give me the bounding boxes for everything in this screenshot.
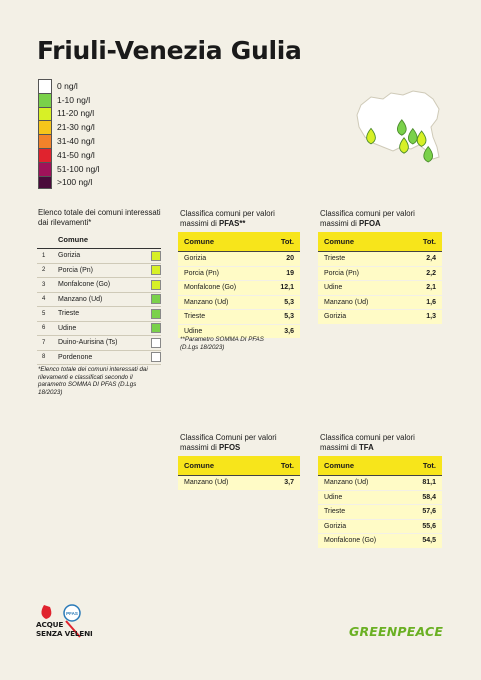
row-number: 7: [37, 336, 58, 351]
towns-table: [37, 231, 161, 365]
region-map: [353, 87, 445, 179]
table-row: [37, 249, 161, 264]
town-value: 2,4: [404, 252, 442, 267]
table-row: [178, 310, 300, 325]
table-row: [178, 295, 300, 310]
town-value: 1,3: [404, 310, 442, 324]
town-value: 58,4: [407, 490, 442, 505]
town-name: Gorizia: [58, 249, 147, 264]
legend-swatch: [38, 176, 52, 190]
table-row: [37, 307, 161, 322]
tfa-col-comune: Comune: [318, 456, 407, 476]
town-value: 55,6: [407, 519, 442, 534]
legend-label: 31-40 ng/l: [57, 136, 95, 147]
town-name: Manzano (Ud): [318, 476, 407, 491]
table-row: [318, 310, 442, 324]
row-number: 6: [37, 321, 58, 336]
pfoa-title: Classifica comuni per valori massimi di PFOA: [320, 209, 415, 228]
row-number: 1: [37, 249, 58, 264]
town-name: Manzano (Ud): [178, 295, 265, 310]
legend-item: [38, 79, 100, 93]
color-legend: [38, 79, 100, 189]
town-swatch: [151, 294, 161, 304]
town-name: Gorizia: [178, 252, 265, 267]
town-value: 5,3: [265, 295, 300, 310]
legend-label: 51-100 ng/l: [57, 163, 100, 174]
town-name: Udine: [318, 281, 404, 296]
town-swatch: [151, 265, 161, 275]
greenpeace-logo: GREENPEACE: [349, 624, 444, 639]
legend-item: [38, 120, 100, 134]
table-row: [37, 263, 161, 278]
row-number: 3: [37, 278, 58, 293]
legend-label: 1-10 ng/l: [57, 94, 91, 105]
table-row: [37, 292, 161, 307]
pfas-title: Classifica comuni per valori massimi di PFAS**: [180, 209, 275, 228]
legend-label: 0 ng/l: [57, 80, 78, 91]
pfas-note: **Parametro SOMMA DI PFAS (D.Lgs 18/2023): [180, 336, 264, 351]
legend-swatch: [38, 107, 52, 121]
town-swatch: [151, 309, 161, 319]
town-swatch: [151, 280, 161, 290]
town-value: 2,1: [404, 281, 442, 296]
pfos-col-tot: Tot.: [262, 456, 300, 476]
town-name: Gorizia: [318, 519, 407, 534]
table-row: [318, 505, 442, 520]
legend-item: [38, 162, 100, 176]
table-row: [37, 278, 161, 293]
row-number: 2: [37, 263, 58, 278]
town-value: 3,7: [262, 476, 300, 490]
legend-label: 41-50 ng/l: [57, 149, 95, 160]
town-swatch: [151, 323, 161, 333]
town-name: Monfalcone (Go): [318, 534, 407, 548]
pfoa-table: [318, 232, 442, 324]
legend-swatch: [38, 120, 52, 134]
town-name: Porcia (Pn): [318, 266, 404, 281]
table-row: [178, 252, 300, 267]
town-value: 1,6: [404, 295, 442, 310]
legend-item: [38, 134, 100, 148]
legend-label: 21-30 ng/l: [57, 122, 95, 133]
town-name: Trieste: [318, 252, 404, 267]
town-name: Monfalcone (Go): [58, 278, 147, 293]
tfa-table: [318, 456, 442, 548]
legend-swatch: [38, 148, 52, 162]
table-row: [318, 266, 442, 281]
town-name: Pordenone: [58, 350, 147, 365]
row-number: 4: [37, 292, 58, 307]
table-row: [318, 519, 442, 534]
towns-header: Comune: [58, 231, 147, 249]
legend-swatch: [38, 79, 52, 93]
town-name: Manzano (Ud): [318, 295, 404, 310]
legend-item: [38, 176, 100, 190]
town-swatch: [151, 338, 161, 348]
table-row: [37, 336, 161, 351]
town-value: 3,6: [265, 324, 300, 338]
table-row: [318, 534, 442, 548]
town-name: Trieste: [58, 307, 147, 322]
legend-swatch: [38, 162, 52, 176]
row-number: 8: [37, 350, 58, 365]
legend-swatch: [38, 134, 52, 148]
town-value: 19: [265, 266, 300, 281]
town-name: Udine: [58, 321, 147, 336]
pfas-col-comune: Comune: [178, 232, 265, 252]
town-value: 54,5: [407, 534, 442, 548]
town-value: 81,1: [407, 476, 442, 491]
town-name: Monfalcone (Go): [178, 281, 265, 296]
pfos-table: [178, 456, 300, 490]
pfas-col-tot: Tot.: [265, 232, 300, 252]
pfos-col-comune: Comune: [178, 456, 262, 476]
legend-label: 11-20 ng/l: [57, 108, 95, 119]
table-row: [178, 476, 300, 490]
town-value: 2,2: [404, 266, 442, 281]
town-name: Porcia (Pn): [58, 263, 147, 278]
legend-item: [38, 107, 100, 121]
town-name: Gorizia: [318, 310, 404, 324]
town-value: 12,1: [265, 281, 300, 296]
table-row: [37, 350, 161, 365]
town-name: Udine: [318, 490, 407, 505]
pfas-table: [178, 232, 300, 338]
town-name: Trieste: [318, 505, 407, 520]
table-row: [318, 295, 442, 310]
towns-note: *Elenco totale dei comuni interessati dai rilevamenti e classificati secondo il parametro SOMMA DI PFAS (D.Lgs 18/2023): [38, 366, 148, 396]
badge-text: PFAS: [66, 611, 78, 616]
table-row: [178, 266, 300, 281]
row-number: 5: [37, 307, 58, 322]
page-title: Friuli-Venezia Gulia: [37, 36, 302, 65]
town-name: Udine: [178, 324, 265, 338]
campaign-name: ACQUE SENZA VELENI: [36, 620, 93, 638]
pfoa-col-tot: Tot.: [404, 232, 442, 252]
town-name: Porcia (Pn): [178, 266, 265, 281]
town-name: Duino-Aurisina (Ts): [58, 336, 147, 351]
legend-swatch: [38, 93, 52, 107]
pfoa-col-comune: Comune: [318, 232, 404, 252]
tfa-col-tot: Tot.: [407, 456, 442, 476]
legend-item: [38, 93, 100, 107]
town-value: 57,6: [407, 505, 442, 520]
table-row: [318, 476, 442, 491]
town-swatch: [151, 251, 161, 261]
town-name: Trieste: [178, 310, 265, 325]
towns-title: Elenco totale dei comuni interessati dai rilevamenti*: [38, 208, 161, 227]
table-row: [37, 321, 161, 336]
table-row: [318, 490, 442, 505]
table-row: [318, 281, 442, 296]
legend-item: [38, 148, 100, 162]
town-name: Manzano (Ud): [58, 292, 147, 307]
town-name: Manzano (Ud): [178, 476, 262, 490]
town-value: 5,3: [265, 310, 300, 325]
town-value: 20: [265, 252, 300, 267]
pfos-title: Classifica Comuni per valori massimi di PFOS: [180, 433, 277, 452]
town-swatch: [151, 352, 161, 362]
tfa-title: Classifica comuni per valori massimi di TFA: [320, 433, 415, 452]
legend-label: >100 ng/l: [57, 177, 93, 188]
drop-red-icon: [41, 605, 51, 619]
table-row: [178, 281, 300, 296]
table-row: [318, 252, 442, 267]
